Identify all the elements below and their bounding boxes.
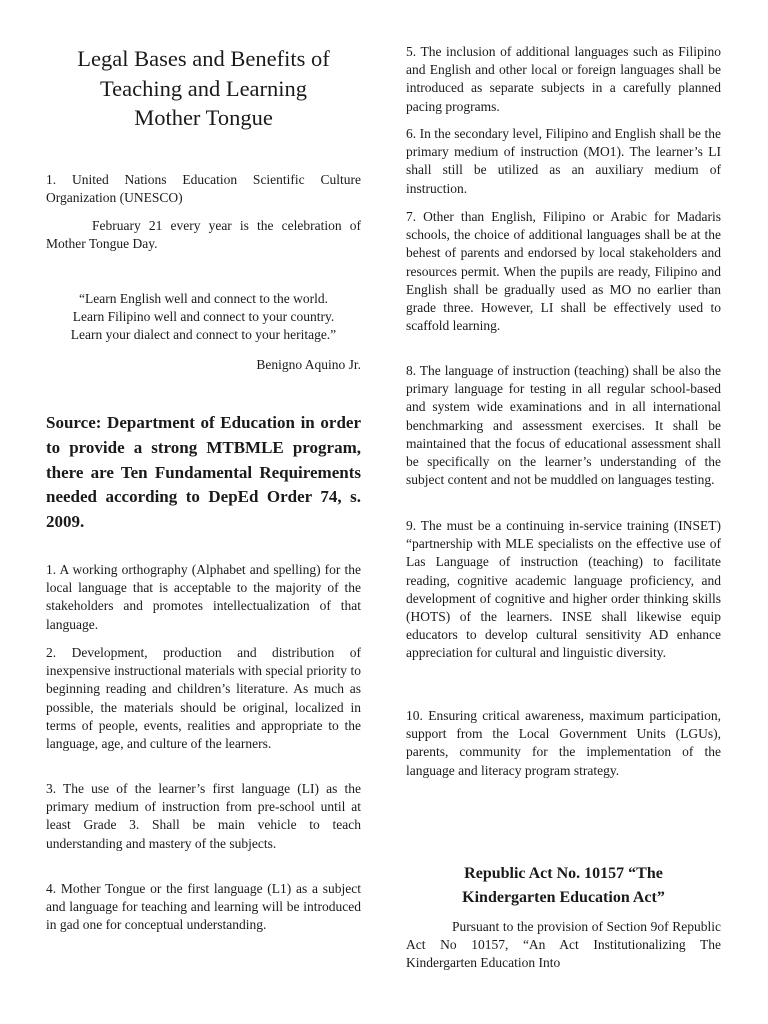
list-item-5: 5. The inclusion of additional languages such as Filipino and English and other local or foreign languages shall be introduced as separate subjects in a carefully planned pacing programs.	[406, 44, 721, 114]
title-line: Teaching and Learning	[99, 75, 308, 101]
quote-author: Benigno Aquino Jr.	[256, 357, 361, 372]
ra-title-line: Kindergarten Education Act”	[462, 888, 665, 906]
document-title	[46, 44, 361, 133]
quote-line: Learn your dialect and connect to your heritage.”	[70, 327, 337, 343]
quote-block	[46, 290, 361, 345]
ra-text: Pursuant to the provision of Section 9of Republic Act No 10157, “An Act Institutionalizing The Kindergarten Education Into	[406, 919, 721, 971]
title-line: Legal Bases and Benefits of	[77, 46, 330, 71]
quote-line: Learn Filipino well and connect to your country.	[72, 309, 335, 325]
list-item-9: 9. The must be a continuing in-service training (INSET) “partnership with MLE specialists on the effective use of Las Language of instruction (teaching) to facilitate reading, cognitive academic language proficiency, and development of cognitive and higher order thinking skills (HOTS) of the learners. INSE shall likewise equip educators to develop cultural sensitivity AD enhance appreciation for cultural and linguistic diversity.	[406, 518, 721, 661]
list-item-6: 6. In the secondary level, Filipino and English shall be the primary medium of instruction (MO1). The learner’s LI shall still be utilized as an auxiliary medium of instruction.	[406, 126, 721, 196]
list-item-10: 10. Ensuring critical awareness, maximum participation, support from the Local Government Units (LGUs), parents, community for the implementation of the language and literacy program strategy.	[406, 708, 721, 778]
ra-title	[406, 862, 721, 909]
list-item-1: 1. A working orthography (Alphabet and spelling) for the local language that is acceptable to the majority of the stakeholders and promotes intellectualization of that language.	[46, 562, 361, 632]
list-item-8: 8. The language of instruction (teaching) shall be also the primary language for testing in all regular school-based and system wide examinations and in all international benchmarking and assessment exercises. It shall be maintained that the focus of educational assessment shall be specifically on the learner’s understanding of the subject content and not be muddled on languages testing.	[406, 363, 721, 488]
unesco-text: February 21 every year is the celebration of Mother Tongue Day.	[46, 218, 361, 252]
ra-title-line: Republic Act No. 10157 “The	[464, 865, 663, 882]
unesco-heading: 1. United Nations Education Scientific Culture Organization (UNESCO)	[46, 172, 361, 206]
list-item-2: 2. Development, production and distribution of inexpensive instructional materials with special priority to beginning reading and children’s literature. As much as possible, the materials should be original, localized in terms of people, events, realities and appropriate to the language, age, and culture of the learners.	[46, 645, 361, 752]
list-item-3: 3. The use of the learner’s first language (LI) as the primary medium of instruction from pre-school until at least Grade 3. Shall be main vehicle to teach understanding and mastery of the subjects.	[46, 781, 361, 851]
title-line: Mother Tongue	[134, 105, 273, 130]
list-item-4: 4. Mother Tongue or the first language (L1) as a subject and language for teaching and learning will be introduced in gad one for conceptual understanding.	[46, 881, 361, 933]
quote-line: “Learn English well and connect to the world.	[79, 291, 328, 306]
source-paragraph: Source: Department of Education in order to provide a strong MTBMLE program, there are Ten Fundamental Requirements needed according to DepEd Order 74, s. 2009.	[46, 413, 361, 532]
list-item-7: 7. Other than English, Filipino or Arabic for Madaris schools, the choice of additional languages shall be at the behest of parents and endorsed by local stakeholders and resources permit. When the pupils are ready, Filipino and English shall be gradually used as MO no earlier than grade three. However, LI shall be effectively used to scaffold learning.	[406, 209, 721, 334]
